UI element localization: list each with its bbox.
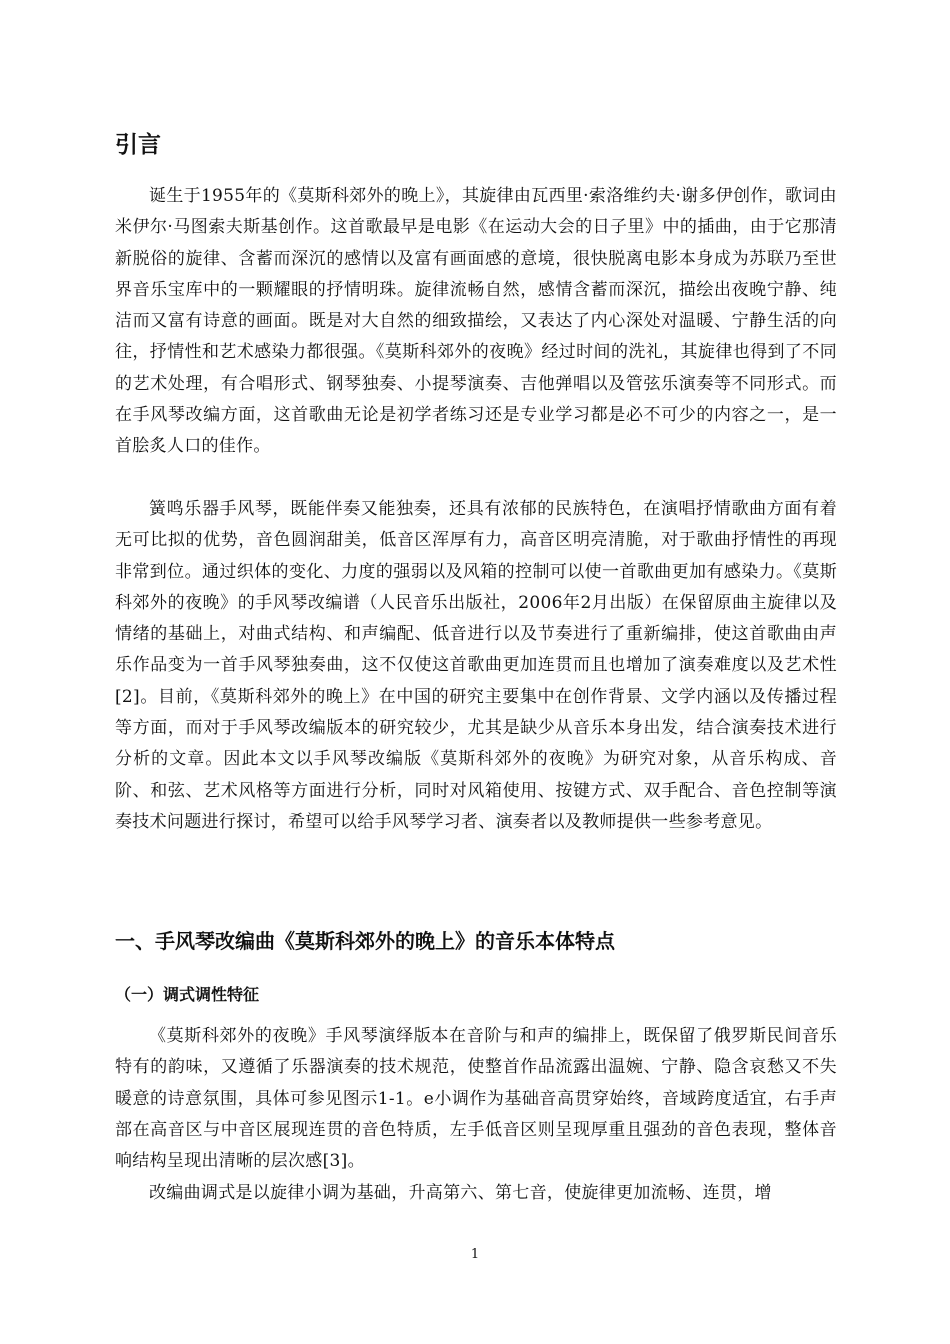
subsection-1-heading: （一）调式调性特征 [115, 985, 260, 1004]
intro-paragraph-2: 簧鸣乐器手风琴，既能伴奏又能独奏，还具有浓郁的民族特色，在演唱抒情歌曲方面有着无可比拟的优势，音色圆润甜美，低音区浑厚有力，高音区明亮清脆，对于歌曲抒情性的再现非常到位。通过织体的变化、力度的强弱以及风箱的控制可以使一首歌曲更加有感染力。《莫斯科郊外的夜晚》的手风琴改编谱（人民音乐出版社，2006年2月出版）在保留原曲主旋律以及情绪的基础上，对曲式结构、和声编配、低音进行以及节奏进行了重新编排，使这首歌曲由声乐作品变为一首手风琴独奏曲，这不仅使这首歌曲更加连贯而且也增加了演奏难度以及艺术性[2]。目前，《莫斯科郊外的晚上》在中国的研究主要集中在创作背景、文学内涵以及传播过程等方面，而对于手风琴改编版本的研究较少，尤其是缺少从音乐本身出发，结合演奏技术进行分析的文章。因此本文以手风琴改编版《莫斯科郊外的夜晚》为研究对象，从音乐构成、音阶、和弦、艺术风格等方面进行分析，同时对风箱使用、按键方式、双手配合、音色控制等演奏技术问题进行探讨，希望可以给手风琴学习者、演奏者以及教师提供一些参考意见。 [115, 499, 837, 832]
page-number: 1 [470, 1247, 480, 1262]
subsection-1-paragraph-2: 改编曲调式是以旋律小调为基础，升高第六、第七音，使旋律更加流畅、连贯，增 [149, 1183, 772, 1203]
intro-heading: 引言 [115, 132, 161, 158]
intro-paragraph-1: 诞生于1955年的《莫斯科郊外的晚上》，其旋律由瓦西里·索洛维约夫·谢多伊创作，歌词由米伊尔·马图索夫斯基创作。这首歌最早是电影《在运动大会的日子里》中的插曲，由于它那清新脱俗的旋律、含蓄而深沉的感情以及富有画面感的意境，很快脱离电影本身成为苏联乃至世界音乐宝库中的一颗耀眼的抒情明珠。旋律流畅自然，感情含蓄而深沉，描绘出夜晚宁静、纯洁而又富有诗意的画面。既是对大自然的细致描绘，又表达了内心深处对温暖、宁静生活的向往，抒情性和艺术感染力都很强。《莫斯科郊外的夜晚》经过时间的洗礼，其旋律也得到了不同的艺术处理，有合唱形式、钢琴独奏、小提琴演奏、吉他弹唱以及管弦乐演奏等不同形式。而在手风琴改编方面，这首歌曲无论是初学者练习还是专业学习都是必不可少的内容之一，是一首脍炙人口的佳作。 [115, 186, 837, 457]
subsection-1-paragraph-1: 《莫斯科郊外的夜晚》手风琴演绎版本在音阶与和声的编排上，既保留了俄罗斯民间音乐特有的韵味，又遵循了乐器演奏的技术规范，使整首作品流露出温婉、宁静、隐含哀愁又不失暖意的诗意氛围，具体可参见图示1-1。e小调作为基础音高贯穿始终，音域跨度适宜，右手声部在高音区与中音区展现连贯的音色特质，左手低音区则呈现厚重且强劲的音色表现，整体音响结构呈现出清晰的层次感[3]。 [115, 1026, 837, 1172]
section-1-heading: 一、手风琴改编曲《莫斯科郊外的晚上》的音乐本体特点 [115, 929, 615, 953]
